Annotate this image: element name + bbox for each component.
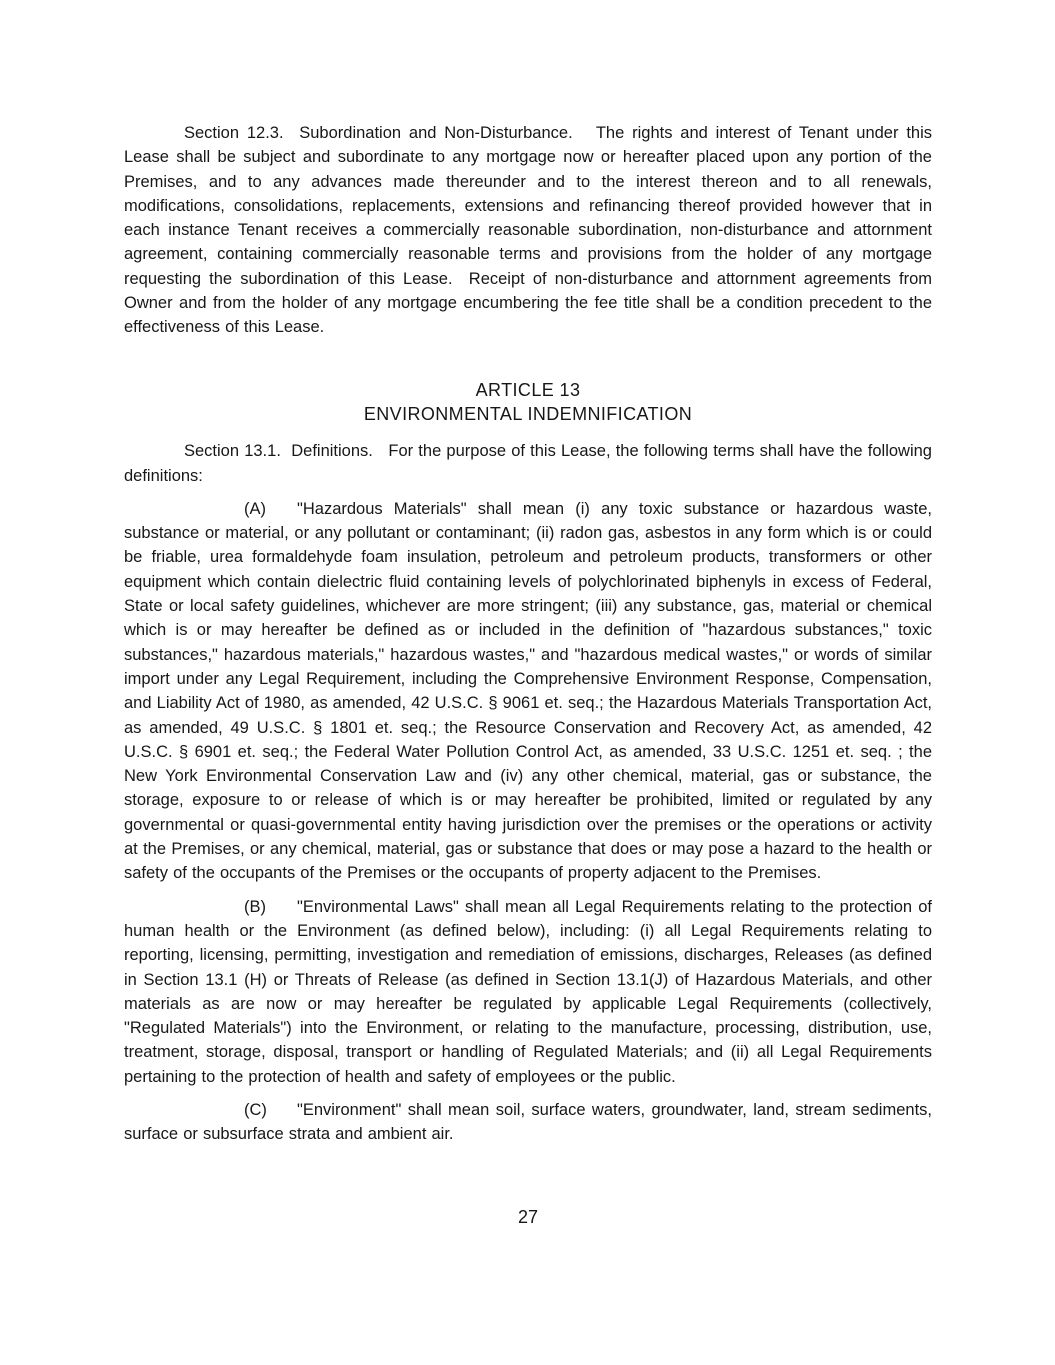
definition-text-b: "Environmental Laws" shall mean all Legal Requirements relating to the protection of human health or the Environment (as defined below), including: (i) all Legal Requirements relating to reporting, licensing, permitting, investigation and remediation of emissions, discharges, Releases (as defined in Section 13.1 (H) or Threats of Release (as defined in Section 13.1(J) of Hazardous Materials, and other materials as are now or may hereafter be regulated by applicable Legal Requirements (collectively, "Regulated Materials") into the Environment, or relating to the manufacture, processing, distribution, use, treatment, storage, disposal, transport or handling of Regulated Materials; and (ii) all Legal Requirements pertaining to the protection of health and safety of employees or the public. bbox=[124, 897, 932, 1086]
page-number: 27 bbox=[517, 1206, 539, 1227]
document-page bbox=[124, 121, 932, 1229]
paragraph-section-12-3: Section 12.3. Subordination and Non-Disturbance. The rights and interest of Tenant under this Lease shall be subject and subordinate to any mortgage now or hereafter placed upon any portion of the Premises, and to any advances made thereunder and to the interest thereon and to all renewals, modifications, consolidations, replacements, extensions and refinancing thereof provided however that in each instance Tenant receives a commercially reasonable subordination, non-disturbance and attornment agreement, containing commercially reasonable terms and provisions from the holder of any mortgage requesting the subordination of this Lease. Receipt of non-disturbance and attornment agreements from Owner and from the holder of any mortgage encumbering the fee title shall be a condition precedent to the effectiveness of this Lease. bbox=[124, 124, 932, 337]
definition-paragraph-b bbox=[124, 895, 932, 1089]
definition-label-a: (A) bbox=[244, 499, 266, 518]
definition-text-a: "Hazardous Materials" shall mean (i) any toxic substance or hazardous waste, substance or material, or any pollutant or contaminant; (ii) radon gas, asbestos in any form which is or could be friable, urea formaldehyde foam insulation, petroleum and petroleum products, transformers or other equipment which contain dielectric fluid containing levels of polychlorinated biphenyls in excess of Federal, State or local safety guidelines, whichever are more stringent; (iii) any substance, gas, material or chemical which is or may hereafter be defined as or included in the definition of "hazardous substances," toxic substances," hazardous materials," hazardous wastes," and "hazardous medical wastes," or words of similar import under any Legal Requirement, including the Comprehensive Environment Response, Compensation, and Liability Act of 1980, as amended, 42 U.S.C. § 9061 et. seq.; the Hazardous Materials Transportation Act, as amended, 49 U.S.C. § 1801 et. seq.; the Resource Conservation and Recovery Act, as amended, 42 U.S.C. § 6901 et. seq.; the Federal Water Pollution Control Act, as amended, 33 U.S.C. 1251 et. seq. ; the New York Environmental Conservation Law and (iv) any other chemical, material, gas or substance, the storage, exposure to or release of which is or may hereafter be prohibited, limited or regulated by any governmental or quasi-governmental entity having jurisdiction over the premises or the operations or activity at the Premises, or any chemical, material, gas or substance that does or may pose a hazard to the health or safety of the occupants of the Premises or the occupants of property adjacent to the Premises. bbox=[124, 499, 932, 883]
article-heading bbox=[124, 378, 932, 427]
definition-paragraph-a bbox=[124, 497, 932, 886]
definition-paragraph-c bbox=[124, 1098, 932, 1147]
definition-label-c: (C) bbox=[244, 1100, 267, 1119]
definition-text-c: "Environment" shall mean soil, surface waters, groundwater, land, stream sediments, surface or subsurface strata and ambient air. bbox=[124, 1100, 932, 1144]
paragraph-section-13-1: Section 13.1. Definitions. For the purpose of this Lease, the following terms shall have the following definitions: bbox=[124, 442, 932, 485]
article-number: ARTICLE 13 bbox=[475, 379, 581, 400]
definition-label-b: (B) bbox=[244, 897, 266, 916]
article-title: ENVIRONMENTAL INDEMNIFICATION bbox=[363, 403, 693, 424]
